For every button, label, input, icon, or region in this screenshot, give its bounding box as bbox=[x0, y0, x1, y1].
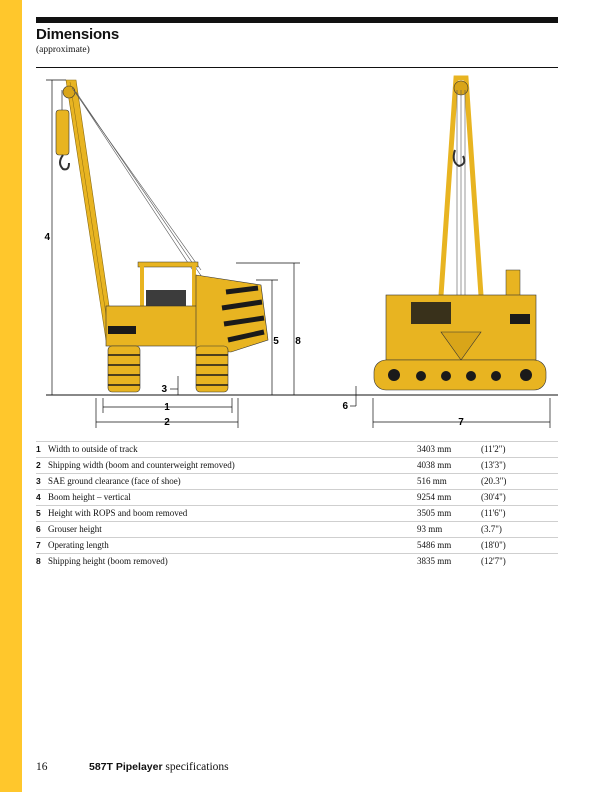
row-metric: 3403 mm bbox=[417, 444, 452, 454]
callout-8: 8 bbox=[295, 336, 301, 347]
row-imperial: (30'4") bbox=[481, 492, 506, 502]
pipelayer-side-view bbox=[56, 80, 268, 392]
footer-section: specifications bbox=[165, 761, 229, 773]
row-metric: 3505 mm bbox=[417, 508, 452, 518]
callout-2: 2 bbox=[164, 417, 170, 428]
row-imperial: (3.7") bbox=[481, 524, 502, 534]
table-row bbox=[36, 457, 558, 473]
page-number: 16 bbox=[36, 761, 48, 773]
row-metric: 93 mm bbox=[417, 524, 443, 534]
row-number: 3 bbox=[36, 476, 41, 486]
row-number: 7 bbox=[36, 540, 41, 550]
table-row bbox=[36, 537, 558, 553]
row-label: Boom height – vertical bbox=[48, 492, 131, 502]
row-number: 4 bbox=[36, 492, 41, 502]
table-row bbox=[36, 521, 558, 537]
callout-7: 7 bbox=[458, 417, 464, 428]
row-metric: 4038 mm bbox=[417, 460, 452, 470]
row-imperial: (12'7") bbox=[481, 556, 506, 566]
row-metric: 9254 mm bbox=[417, 492, 452, 502]
table-row bbox=[36, 441, 558, 457]
page-subtitle: (approximate) bbox=[36, 45, 90, 55]
row-imperial: (11'2") bbox=[481, 444, 506, 454]
row-number: 6 bbox=[36, 524, 41, 534]
callout-1: 1 bbox=[164, 402, 170, 413]
dimensions-table bbox=[36, 441, 558, 569]
table-row bbox=[36, 473, 558, 489]
page-title: Dimensions bbox=[36, 26, 120, 43]
callout-5: 5 bbox=[273, 336, 279, 347]
row-label: SAE ground clearance (face of shoe) bbox=[48, 476, 181, 486]
row-imperial: (13'3") bbox=[481, 460, 506, 470]
dimension-6-line bbox=[350, 386, 356, 406]
header-rule bbox=[36, 67, 558, 68]
row-label: Height with ROPS and boom removed bbox=[48, 508, 188, 518]
callout-3: 3 bbox=[161, 384, 167, 395]
row-metric: 5486 mm bbox=[417, 540, 452, 550]
row-label: Operating length bbox=[48, 540, 109, 550]
row-label: Shipping width (boom and counterweight removed) bbox=[48, 460, 235, 470]
row-number: 1 bbox=[36, 444, 41, 454]
callout-6: 6 bbox=[342, 401, 348, 412]
row-metric: 516 mm bbox=[417, 476, 447, 486]
header-bar bbox=[36, 17, 558, 23]
row-number: 8 bbox=[36, 556, 41, 566]
footer-title bbox=[89, 761, 229, 773]
pipelayer-front-view bbox=[374, 78, 546, 390]
row-number: 2 bbox=[36, 460, 41, 470]
dimensions-drawing bbox=[36, 70, 558, 440]
table-row bbox=[36, 505, 558, 521]
row-number: 5 bbox=[36, 508, 41, 518]
row-imperial: (11'6") bbox=[481, 508, 506, 518]
row-label: Shipping height (boom removed) bbox=[48, 556, 168, 566]
accent-sidebar bbox=[0, 0, 22, 792]
row-label: Width to outside of track bbox=[48, 444, 138, 454]
table-row bbox=[36, 489, 558, 505]
row-imperial: (18'0") bbox=[481, 540, 506, 550]
dimension-3-line bbox=[170, 376, 178, 395]
row-metric: 3835 mm bbox=[417, 556, 452, 566]
callout-4: 4 bbox=[44, 232, 50, 243]
row-imperial: (20.3") bbox=[481, 476, 507, 486]
table-row bbox=[36, 553, 558, 569]
row-label: Grouser height bbox=[48, 524, 102, 534]
footer-product: 587T Pipelayer bbox=[89, 761, 163, 773]
